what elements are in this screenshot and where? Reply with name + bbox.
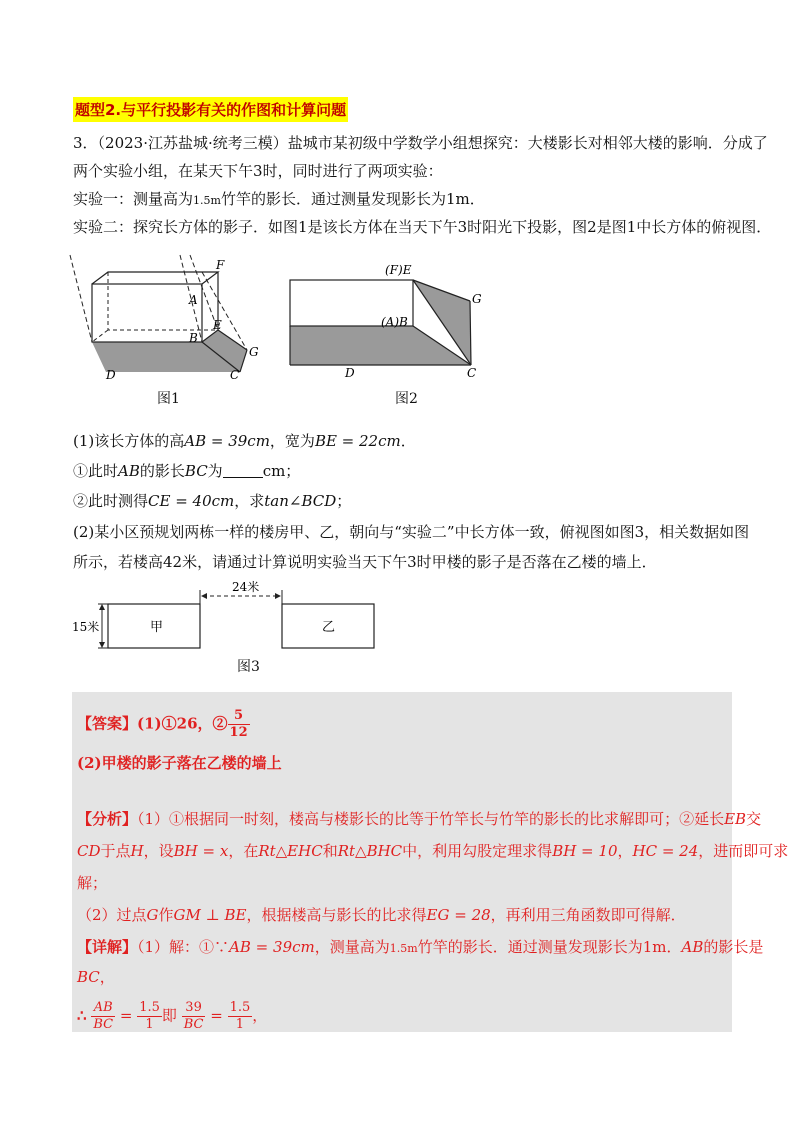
exp2-num-1: 1 xyxy=(298,218,308,236)
detail-frac2-num: 1.5 xyxy=(139,1000,160,1015)
analysis-l2-b: ，设 xyxy=(143,842,174,860)
analysis-g: G xyxy=(146,906,159,924)
detail-shadow: 1m xyxy=(642,938,667,956)
fig3-building-yi: 乙 xyxy=(322,620,336,635)
q1-ab: AB = 39cm xyxy=(184,432,270,450)
fig1-label-g: G xyxy=(249,345,259,359)
problem-intro-line1 xyxy=(73,132,768,153)
detail-l1-b: ，测量高为 xyxy=(314,938,390,956)
fig1-ray-1 xyxy=(70,255,92,342)
exp1-height: 1.5m xyxy=(193,194,221,207)
exp2-text-a: 实验二：探究长方体的影子．如图 xyxy=(73,218,299,236)
therefore-symbol: ∴ xyxy=(77,1006,87,1025)
q1-sub1-c: 为 xyxy=(207,462,223,480)
fig2-label-g: G xyxy=(472,292,482,306)
detail-frac-2 xyxy=(137,1000,162,1033)
figure-1-cuboid xyxy=(62,252,272,382)
analysis-l4-c: ，根据楼高与影长的比求得 xyxy=(246,906,427,924)
fig2-label-fe: (F)E xyxy=(385,263,412,277)
q1-mid: ，宽为 xyxy=(269,432,315,450)
exp2-text-c: 时阳光下投影，图 xyxy=(467,218,588,236)
analysis-l2-e: 中，利用勾股定理求得 xyxy=(402,842,553,860)
detail-ji: 即 xyxy=(161,1006,177,1025)
detail-end: ， xyxy=(252,1006,268,1025)
q1-sub2-ce: CE = 40cm xyxy=(148,492,235,510)
analysis-l4-a: （2）过点 xyxy=(77,906,147,924)
fig2-label-d: D xyxy=(345,366,355,378)
q1-sub1-d: cm； xyxy=(262,462,301,480)
detail-l1-d: ． xyxy=(666,938,682,956)
fig3-width-arrowhead-bottom xyxy=(99,642,105,648)
analysis-eg-28: EG = 28 xyxy=(426,906,491,924)
fig3-width-arrowhead-top xyxy=(99,604,105,610)
question-2-line1: (2)某小区预规划两栋一样的楼房甲、乙，朝向与“实验二”中长方体一致，俯视图如图3，相关数据如图 xyxy=(73,523,750,541)
problem-source: （2023·江苏盐城·统考三模） xyxy=(97,134,288,152)
answer-part2: (2)甲楼的影子落在乙楼的墙上 xyxy=(77,754,282,772)
detail-eq-2: = xyxy=(210,1006,223,1025)
analysis-l2-c: ，在 xyxy=(228,842,259,860)
intro-num-3: 3 xyxy=(253,162,263,180)
fig2-label-c: C xyxy=(467,366,477,378)
fig3-gap-label: 24米 xyxy=(232,580,260,594)
analysis-bh-10: BH = 10 xyxy=(552,842,618,860)
exp2-text-d: 是图 xyxy=(596,218,627,236)
detail-frac1-den: BC xyxy=(93,1017,114,1032)
detail-comma: ， xyxy=(99,968,115,986)
analysis-bh-x: BH = x xyxy=(173,842,229,860)
question-1-line xyxy=(73,430,416,451)
answer-section xyxy=(72,692,732,1032)
figure-2-top-view xyxy=(285,258,495,378)
answer-frac-den: 12 xyxy=(229,725,248,740)
detail-line1 xyxy=(77,936,763,957)
detail-l1-a: （1）解：①∵ xyxy=(137,938,230,956)
fig3-gap-arrowhead-left xyxy=(201,593,207,599)
detail-l1-e: 的影长是 xyxy=(703,938,764,956)
q1-sub1-ab: AB xyxy=(118,462,140,480)
exp1-text-c: ． xyxy=(469,190,485,208)
fig1-hidden-edge-2 xyxy=(92,330,108,342)
fig2-shadow xyxy=(290,326,471,365)
exp2-text-f: 中长方体的俯视图． xyxy=(636,218,772,236)
analysis-l4-b: 作 xyxy=(158,906,174,924)
fig1-label-c: C xyxy=(230,368,240,382)
detail-line2 xyxy=(77,966,115,987)
analysis-tag: 【分析】 xyxy=(77,810,138,828)
analysis-l2-d: 和 xyxy=(322,842,338,860)
fig2-label-ab: (A)B xyxy=(381,315,408,329)
q1-sub2-b: ，求 xyxy=(234,492,265,510)
problem-number: 3． xyxy=(73,134,98,152)
q1-sub1-bc: BC xyxy=(184,462,208,480)
figure-3-caption: 图3 xyxy=(237,659,260,675)
analysis-line3: 解； xyxy=(77,874,108,892)
detail-l1-c: 竹竿的影长．通过测量发现影长为 xyxy=(417,938,643,956)
detail-eq-1: = xyxy=(119,1006,133,1025)
analysis-l4-d: ，再利用三角函数即可得解． xyxy=(490,906,686,924)
detail-frac4-num: 1.5 xyxy=(229,1000,251,1015)
fig1-front-face xyxy=(92,284,202,342)
analysis-line4 xyxy=(77,904,686,925)
answer-line xyxy=(77,708,250,741)
fig1-label-b: B xyxy=(189,331,198,345)
q1-head: (1)该长方体的高 xyxy=(73,432,185,450)
q1-sub1-a: ①此时 xyxy=(73,462,119,480)
exp2-num-3: 3 xyxy=(457,218,468,236)
intro-text-2a: 两个实验小组，在某天下午 xyxy=(73,162,254,180)
analysis-line1 xyxy=(77,808,761,829)
question-2-line2: 所示，若楼高42米，请通过计算说明实验当天下午3时甲楼的影子是否落在乙楼的墙上． xyxy=(73,553,657,571)
analysis-h: H xyxy=(130,842,144,860)
detail-height: 1.5m xyxy=(389,942,418,955)
fig1-label-e: E xyxy=(213,318,222,332)
detail-frac-4 xyxy=(228,1000,253,1033)
detail-tag: 【详解】 xyxy=(77,938,138,956)
answer-fraction xyxy=(228,708,250,741)
fig1-label-a: A xyxy=(189,293,198,307)
figure-1-caption: 图1 xyxy=(157,391,180,407)
q1-sub2-c: ； xyxy=(336,492,352,510)
intro-text-2b: 时，同时进行了两项实验： xyxy=(262,162,443,180)
detail-frac3-den: BC xyxy=(183,1017,204,1032)
analysis-triangle-bhc: Rt△BHC xyxy=(337,842,403,860)
detail-line3 xyxy=(77,1000,267,1033)
experiment1-line xyxy=(73,188,485,209)
detail-frac-1 xyxy=(91,1000,115,1033)
figure-2-caption: 图2 xyxy=(395,391,418,407)
detail-frac1-num: AB xyxy=(91,1000,115,1017)
exp2-num-1b: 1 xyxy=(626,218,637,236)
analysis-hc-24: HC = 24 xyxy=(632,842,699,860)
exp1-shadow: 1m xyxy=(445,190,470,208)
detail-ab2: AB xyxy=(681,938,704,956)
figure-3-buildings xyxy=(72,580,392,652)
detail-frac3-num: 39 xyxy=(182,1000,206,1017)
fig3-gap-arrowhead-right xyxy=(275,593,281,599)
analysis-line2 xyxy=(77,840,788,861)
q1-be: BE = 22cm xyxy=(314,432,401,450)
detail-frac-3 xyxy=(182,1000,206,1033)
exp1-text-b: 竹竿的影长．通过测量发现影长为 xyxy=(220,190,446,208)
exp2-num-2: 2 xyxy=(587,218,597,236)
analysis-cd: CD xyxy=(77,842,101,860)
experiment2-line xyxy=(73,216,771,237)
analysis-triangle-ehc: Rt△EHC xyxy=(258,842,323,860)
detail-bc: BC xyxy=(77,968,100,986)
detail-frac2-den: 1 xyxy=(145,1017,154,1032)
answer-tag: 【答案】 xyxy=(77,714,138,733)
question-1-sub2 xyxy=(73,490,351,511)
q1-sub1-b: 的影长 xyxy=(139,462,185,480)
analysis-l2-g: ，进而即可求 xyxy=(698,842,789,860)
detail-frac4-den: 1 xyxy=(235,1017,245,1032)
detail-ab: AB = 39cm xyxy=(229,938,315,956)
q1-end: ． xyxy=(400,432,416,450)
q1-sub2-a: ②此时测得 xyxy=(73,492,149,510)
analysis-l2-f: ， xyxy=(617,842,633,860)
analysis-l2-a: 于点 xyxy=(100,842,131,860)
analysis-gm-perp: GM ⊥ BE xyxy=(173,906,247,924)
analysis-l1-end: 交 xyxy=(746,810,762,828)
analysis-eb: EB xyxy=(724,810,747,828)
section-title: 题型2.与平行投影有关的作图和计算问题 xyxy=(73,97,348,122)
fig1-label-f: F xyxy=(216,258,225,272)
answer-part1: (1)①26，② xyxy=(137,714,228,733)
intro-text-1: 盐城市某初级中学数学小组想探究：大楼影长对相邻大楼的影响．分成了 xyxy=(287,134,768,152)
fig3-width-label: 15米 xyxy=(72,620,100,634)
q1-sub2-tan: tan∠BCD xyxy=(264,492,337,510)
fig3-building-jia: 甲 xyxy=(150,620,164,635)
exp1-text-a: 实验一：测量高为 xyxy=(73,190,194,208)
answer-frac-num: 5 xyxy=(228,708,250,725)
fig1-label-d: D xyxy=(106,368,116,382)
answer-blank[interactable] xyxy=(223,463,263,478)
question-1-sub1 xyxy=(73,460,300,481)
exp2-text-b: 是该长方体在当天下午 xyxy=(307,218,458,236)
problem-intro-line2 xyxy=(73,160,443,181)
analysis-l1: （1）①根据同一时刻，楼高与楼影长的比等于竹竿长与竹竿的影长的比求解即可；②延长 xyxy=(137,810,725,828)
